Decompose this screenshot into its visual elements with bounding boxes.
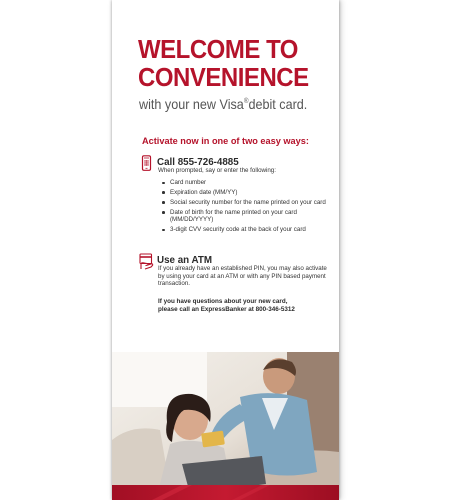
headline-line-2: CONVENIENCE — [138, 64, 309, 92]
questions-line-1: If you have questions about your new card, — [158, 298, 288, 305]
call-required-items — [161, 179, 331, 236]
subheadline-text: with your new Visa — [139, 96, 244, 112]
subheadline-text-end: debit card. — [248, 96, 308, 112]
registered-mark: ® — [243, 98, 249, 105]
headline — [138, 36, 326, 92]
debit-card-flyer — [112, 0, 339, 500]
list-item: Expiration date (MM/YY) — [161, 189, 331, 197]
atm-section-body: If you already have an established PIN, you may also activate by using your card at an ATM or with any PIN based payment transaction. — [158, 265, 327, 288]
couple-photo — [112, 352, 339, 500]
list-item: Social security number for the name printed on your card — [161, 199, 331, 207]
call-section-subtitle: When prompted, say or enter the following: — [158, 167, 276, 174]
headline-line-1: WELCOME TO — [138, 36, 298, 64]
phone-icon — [139, 155, 154, 172]
call-section-title: Call 855-726-4885 — [157, 157, 239, 168]
atm-section-title: Use an ATM — [157, 255, 212, 266]
card-in-hand-icon — [139, 253, 154, 270]
activate-heading: Activate now in one of two easy ways: — [142, 136, 309, 146]
list-item: 3-digit CVV security code at the back of your card — [161, 226, 331, 234]
questions-line-2: please call an ExpressBanker at 800-346-5312 — [158, 305, 295, 313]
list-item: Card number — [161, 179, 331, 187]
list-item: Date of birth for the name printed on your card (MM/DD/YYYY) — [161, 209, 331, 224]
subheadline — [139, 96, 319, 112]
questions-note — [158, 298, 330, 314]
